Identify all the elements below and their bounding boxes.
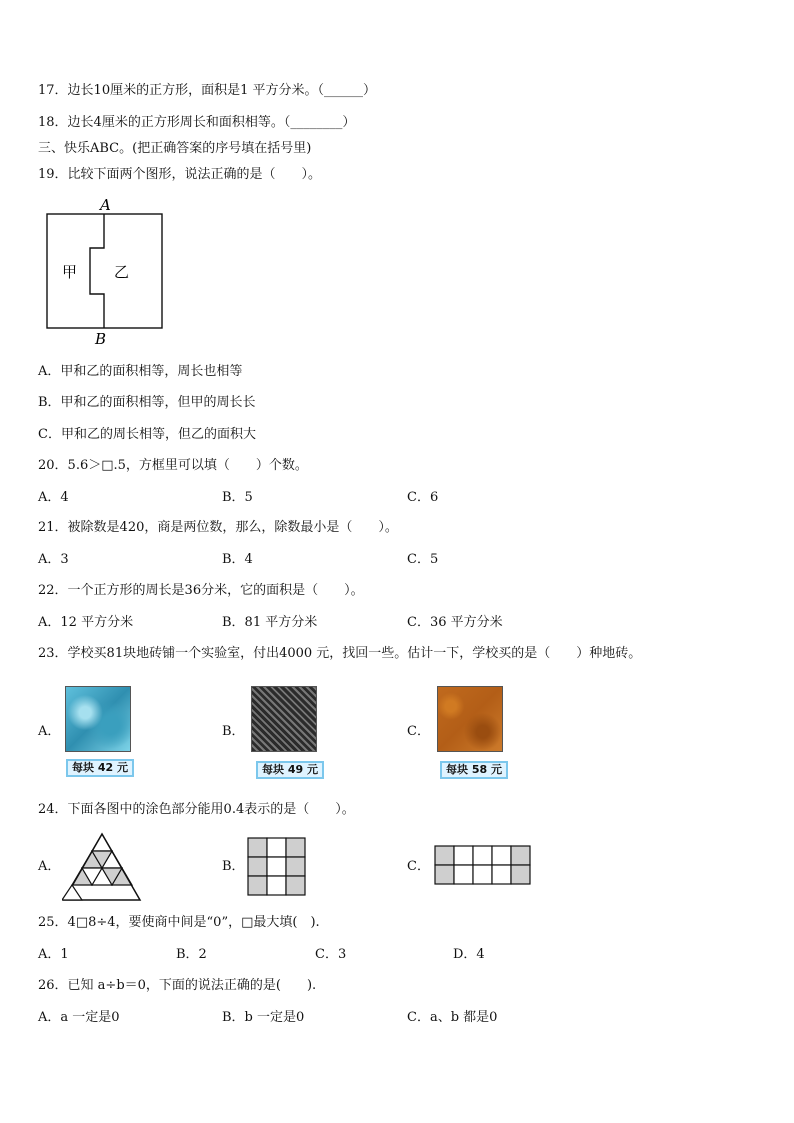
q20-option-b[interactable]: B．5 [222, 490, 253, 505]
q18-close: ） [342, 115, 356, 130]
q19-label-left: 甲 [62, 263, 78, 281]
q21-option-b[interactable]: B．4 [222, 552, 253, 567]
q19-figure [40, 196, 170, 348]
section-heading: 三、快乐ABC。(把正确答案的序号填在括号里) [38, 141, 312, 156]
q24-option-c[interactable]: C． [407, 859, 430, 874]
q26-option-c[interactable]: C．a、b 都是0 [407, 1010, 498, 1025]
q20-option-c[interactable]: C．6 [407, 490, 439, 505]
question-26-stem: 26．已知 a÷b＝0，下面的说法正确的是( ). [38, 978, 317, 993]
q22-option-c[interactable]: C．36 平方分米 [407, 615, 503, 630]
q19-option-a[interactable]: A．甲和乙的面积相等，周长也相等 [38, 364, 243, 379]
question-21-stem: 21．被除数是420，商是两位数，那么，除数最小是（ ）。 [38, 520, 398, 535]
q23-price-c: 每块 58 元 [440, 761, 508, 779]
q22-option-b[interactable]: B．81 平方分米 [222, 615, 318, 630]
q26-option-b[interactable]: B．b 一定是0 [222, 1010, 305, 1025]
q17-text: 17．边长10厘米的正方形，面积是1 平方分米。（ [38, 83, 324, 98]
q24-triangle-figure[interactable] [62, 832, 142, 902]
q17-close: ） [363, 83, 377, 98]
q23-option-b[interactable]: B． [222, 724, 245, 739]
question-23-stem: 23．学校买81块地砖铺一个实验室，付出4000 元，找回一些。估计一下，学校买的是（ ）种地砖。 [38, 646, 642, 661]
q24-grid-5x2-figure[interactable] [434, 845, 534, 887]
q25-option-c[interactable]: C．3 [315, 947, 347, 962]
question-17 [38, 82, 376, 100]
q19-option-c[interactable]: C．甲和乙的周长相等，但乙的面积大 [38, 427, 256, 442]
q24-grid-3x3-figure[interactable] [247, 837, 309, 897]
q23-price-a: 每块 42 元 [66, 759, 134, 777]
q23-option-a[interactable]: A． [38, 724, 61, 739]
question-24-stem: 24．下面各图中的涂色部分能用0.4表示的是（ ）。 [38, 802, 355, 817]
q21-option-c[interactable]: C．5 [407, 552, 439, 567]
question-20-stem: 20．5.6＞□.5，方框里可以填（ ）个数。 [38, 458, 308, 473]
q18-text: 18．边长4厘米的正方形周长和面积相等。（ [38, 115, 291, 130]
q19-label-right: 乙 [114, 263, 130, 281]
q20-option-a[interactable]: A．4 [38, 490, 69, 505]
q19-divider [90, 214, 104, 328]
q24-option-b[interactable]: B． [222, 859, 245, 874]
q23-tile-b-image[interactable] [251, 686, 317, 752]
q23-tile-a-image[interactable] [65, 686, 131, 752]
question-18 [38, 114, 355, 132]
q25-option-a[interactable]: A．1 [38, 947, 69, 962]
q25-option-b[interactable]: B．2 [176, 947, 207, 962]
question-22-stem: 22．一个正方形的周长是36分米，它的面积是（ ）。 [38, 583, 364, 598]
q23-option-c[interactable]: C． [407, 724, 430, 739]
q19-label-b: B [95, 330, 107, 348]
question-25-stem: 25．4□8÷4，要使商中间是“0”，□最大填( ). [38, 915, 320, 930]
q24-option-a[interactable]: A． [38, 859, 61, 874]
q25-option-d[interactable]: D．4 [453, 947, 485, 962]
q19-label-a: A [100, 196, 111, 214]
q22-option-a[interactable]: A．12 平方分米 [38, 615, 134, 630]
q21-option-a[interactable]: A．3 [38, 552, 69, 567]
q23-tile-c-image[interactable] [437, 686, 503, 752]
question-19-stem: 19．比较下面两个图形，说法正确的是（ ）。 [38, 167, 322, 182]
q26-option-a[interactable]: A．a 一定是0 [38, 1010, 120, 1025]
q18-blank[interactable]: ________ [290, 115, 343, 130]
q17-blank[interactable]: ______ [324, 83, 363, 98]
q19-option-b[interactable]: B．甲和乙的面积相等，但甲的周长长 [38, 395, 256, 410]
q23-price-b: 每块 49 元 [256, 761, 324, 779]
